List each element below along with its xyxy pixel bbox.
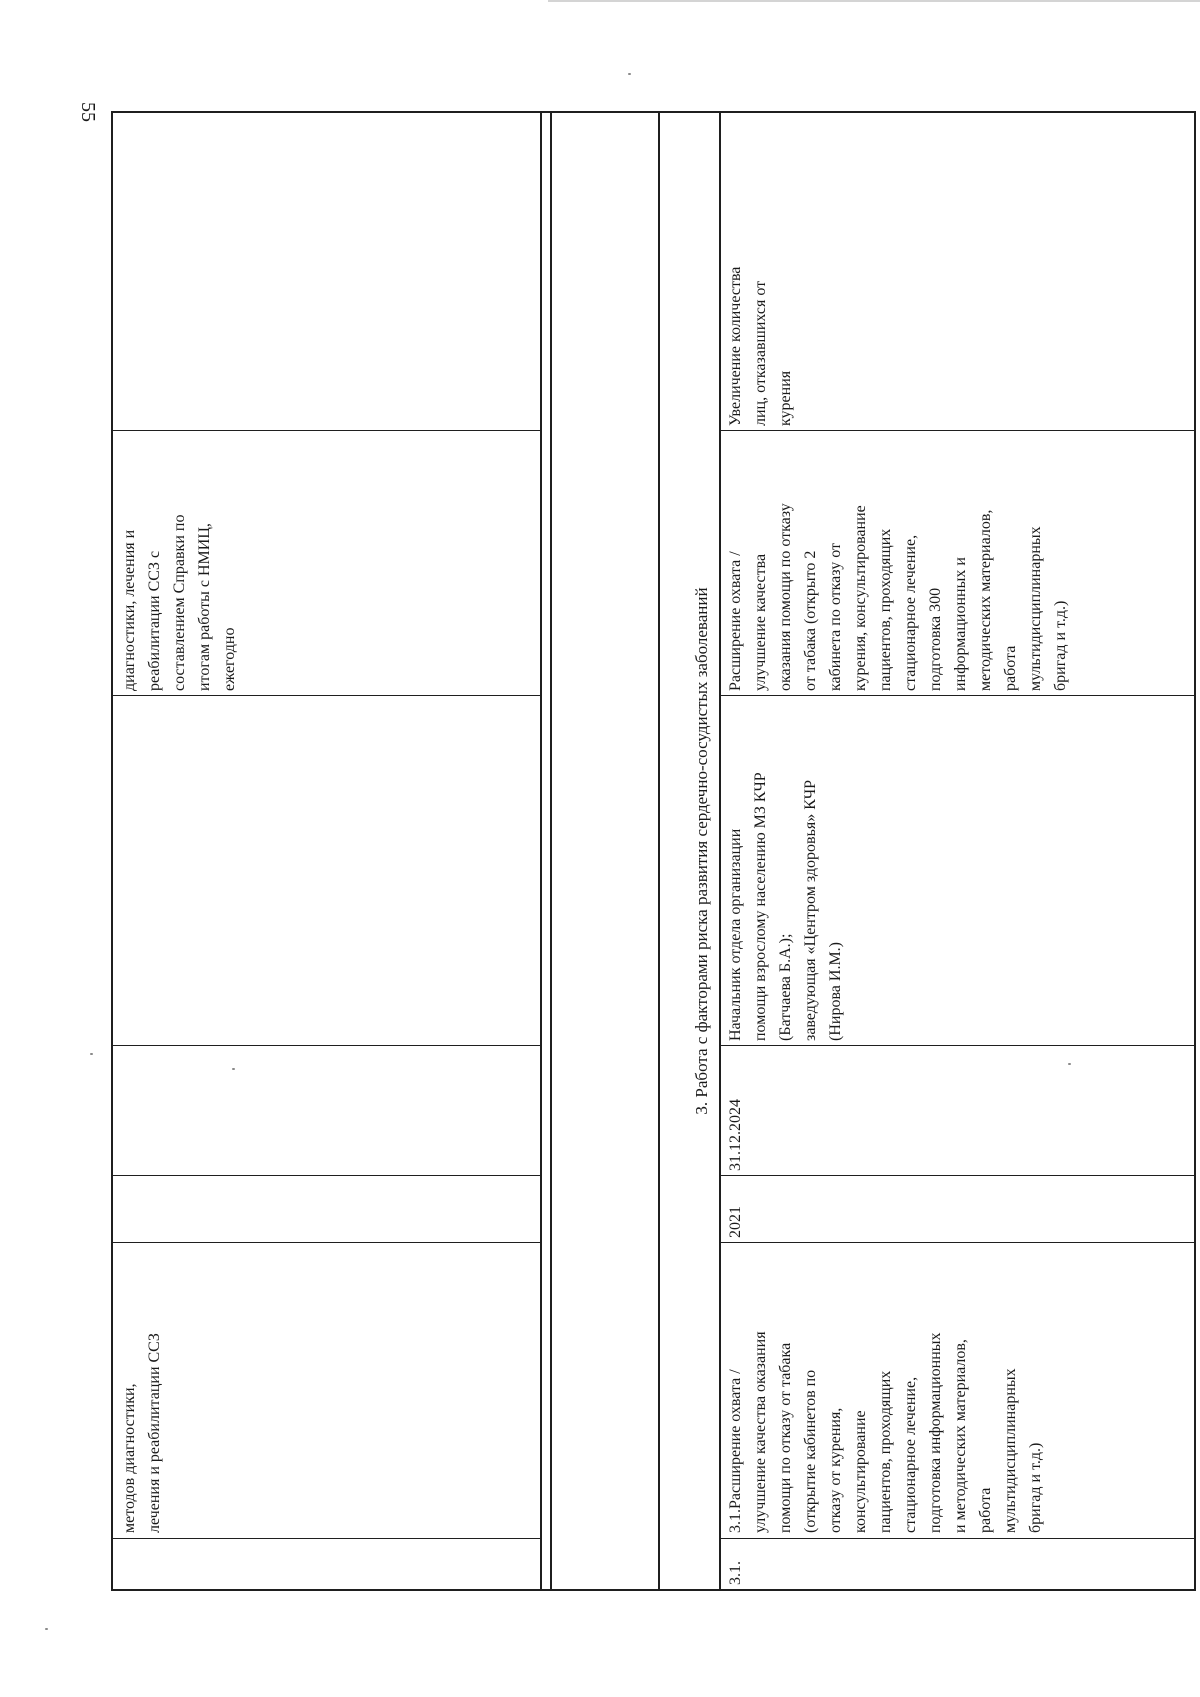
table-border-right (111, 111, 1196, 113)
measure-cell (723, 1248, 1191, 1533)
cell-line: кабинета по отказу от (827, 542, 844, 691)
cell-line: оказания помощи по отказу (777, 503, 794, 691)
column-separator (111, 1538, 541, 1539)
cell-line: бригад и т.д.) (1027, 1442, 1044, 1533)
cell-line: улучшение качества оказания (752, 1331, 769, 1533)
section-title: 3. Работа с факторами риска развития сердечно-сосудистых заболеваний (692, 587, 711, 1115)
column-separator (720, 1242, 1195, 1243)
section-row-bottom-rule (658, 111, 660, 1591)
table-border-top (111, 111, 113, 1591)
cell-line: составлением Справки по (171, 514, 188, 691)
cell-line: диагностики, лечения и (121, 529, 138, 691)
continuation-row-lower-rule (550, 111, 552, 1591)
cell-line: стационарное лечение, (902, 534, 919, 691)
cell-line: от табака (открыто 2 (802, 550, 819, 691)
cell-line: реабилитации ССЗ с (146, 550, 163, 691)
column-separator (720, 695, 1195, 696)
rotated-table (111, 111, 1196, 1591)
cell-line: стационарное лечение, (902, 1376, 919, 1533)
cell-line: пациентов, проходящих (877, 528, 894, 691)
cell-line: итогам работы с НМИЦ, (196, 523, 213, 691)
result-cell (723, 436, 1191, 691)
indicator-cell (723, 116, 1191, 426)
column-separator (111, 1242, 541, 1243)
cell-line: методических материалов, (977, 509, 994, 691)
cell-line: (Нирова И.М.) (827, 942, 844, 1041)
cell-line: улучшение качества (752, 553, 769, 691)
cell-line: пациентов, проходящих (877, 1370, 894, 1533)
cell-line: ежегодно (221, 627, 238, 691)
table-border-bottom (1194, 111, 1196, 1591)
column-separator (720, 1175, 1195, 1176)
continuation-result-cell (117, 436, 537, 691)
cell-line: курения, консультирование (852, 505, 869, 691)
cell-line: (Батчаева Б.А.); (777, 933, 794, 1041)
cell-line: и методических материалов, (952, 1339, 969, 1533)
scan-top-edge (548, 0, 1200, 2)
scan-speck (45, 1628, 48, 1630)
cell-line: Начальник отдела организации (727, 828, 744, 1041)
column-separator (111, 1045, 541, 1046)
end-date-cell: 31.12.2024 (727, 1099, 744, 1171)
continuation-row-bottom-rule (540, 111, 542, 1591)
cell-line: курения (777, 370, 794, 426)
cell-line: лечения и реабилитации ССЗ (146, 1333, 163, 1533)
cell-line: помощи по отказу от табака (777, 1342, 794, 1533)
cell-line: (открытие кабинетов по (802, 1369, 819, 1533)
cell-line: Расширение охвата / (727, 551, 744, 691)
cell-line: работа (977, 1487, 994, 1533)
cell-line: 3.1.Расширение охвата / (727, 1369, 744, 1533)
continuation-measure-cell (117, 1248, 537, 1533)
column-separator (111, 1175, 541, 1176)
cell-line: методов диагностики, (121, 1383, 138, 1533)
cell-line: отказу от курения, (827, 1407, 844, 1533)
row-number-cell: 3.1. (727, 1561, 744, 1585)
cell-line: информационных и (952, 557, 969, 691)
column-separator (720, 430, 1195, 431)
cell-line: мультидисциплинарных (1002, 1368, 1019, 1533)
cell-line: подготовка информационных (927, 1332, 944, 1533)
cell-line: работа (1002, 645, 1019, 691)
start-year-cell: 2021 (727, 1206, 744, 1238)
column-separator (111, 430, 541, 431)
cell-line: подготовка 300 (927, 587, 944, 691)
column-separator (720, 1045, 1195, 1046)
page-number: 55 (77, 102, 99, 122)
row-3-1-top-rule (719, 111, 721, 1591)
column-separator (720, 1538, 1195, 1539)
cell-line: консультирование (852, 1410, 869, 1533)
table-border-left (111, 1589, 1196, 1591)
cell-line: помощи взрослому населению МЗ КЧР (752, 772, 769, 1041)
scan-speck (628, 73, 631, 75)
cell-line: бригад и т.д.) (1052, 600, 1069, 691)
cell-line: Увеличение количества (727, 266, 744, 426)
responsible-cell (723, 701, 1191, 1041)
cell-line: лиц, отказавшихся от (752, 280, 769, 426)
scan-speck (90, 1053, 93, 1055)
column-separator (111, 695, 541, 696)
cell-line: заведующая «Центром здоровья» КЧР (802, 779, 819, 1041)
cell-line: мультидисциплинарных (1027, 526, 1044, 691)
